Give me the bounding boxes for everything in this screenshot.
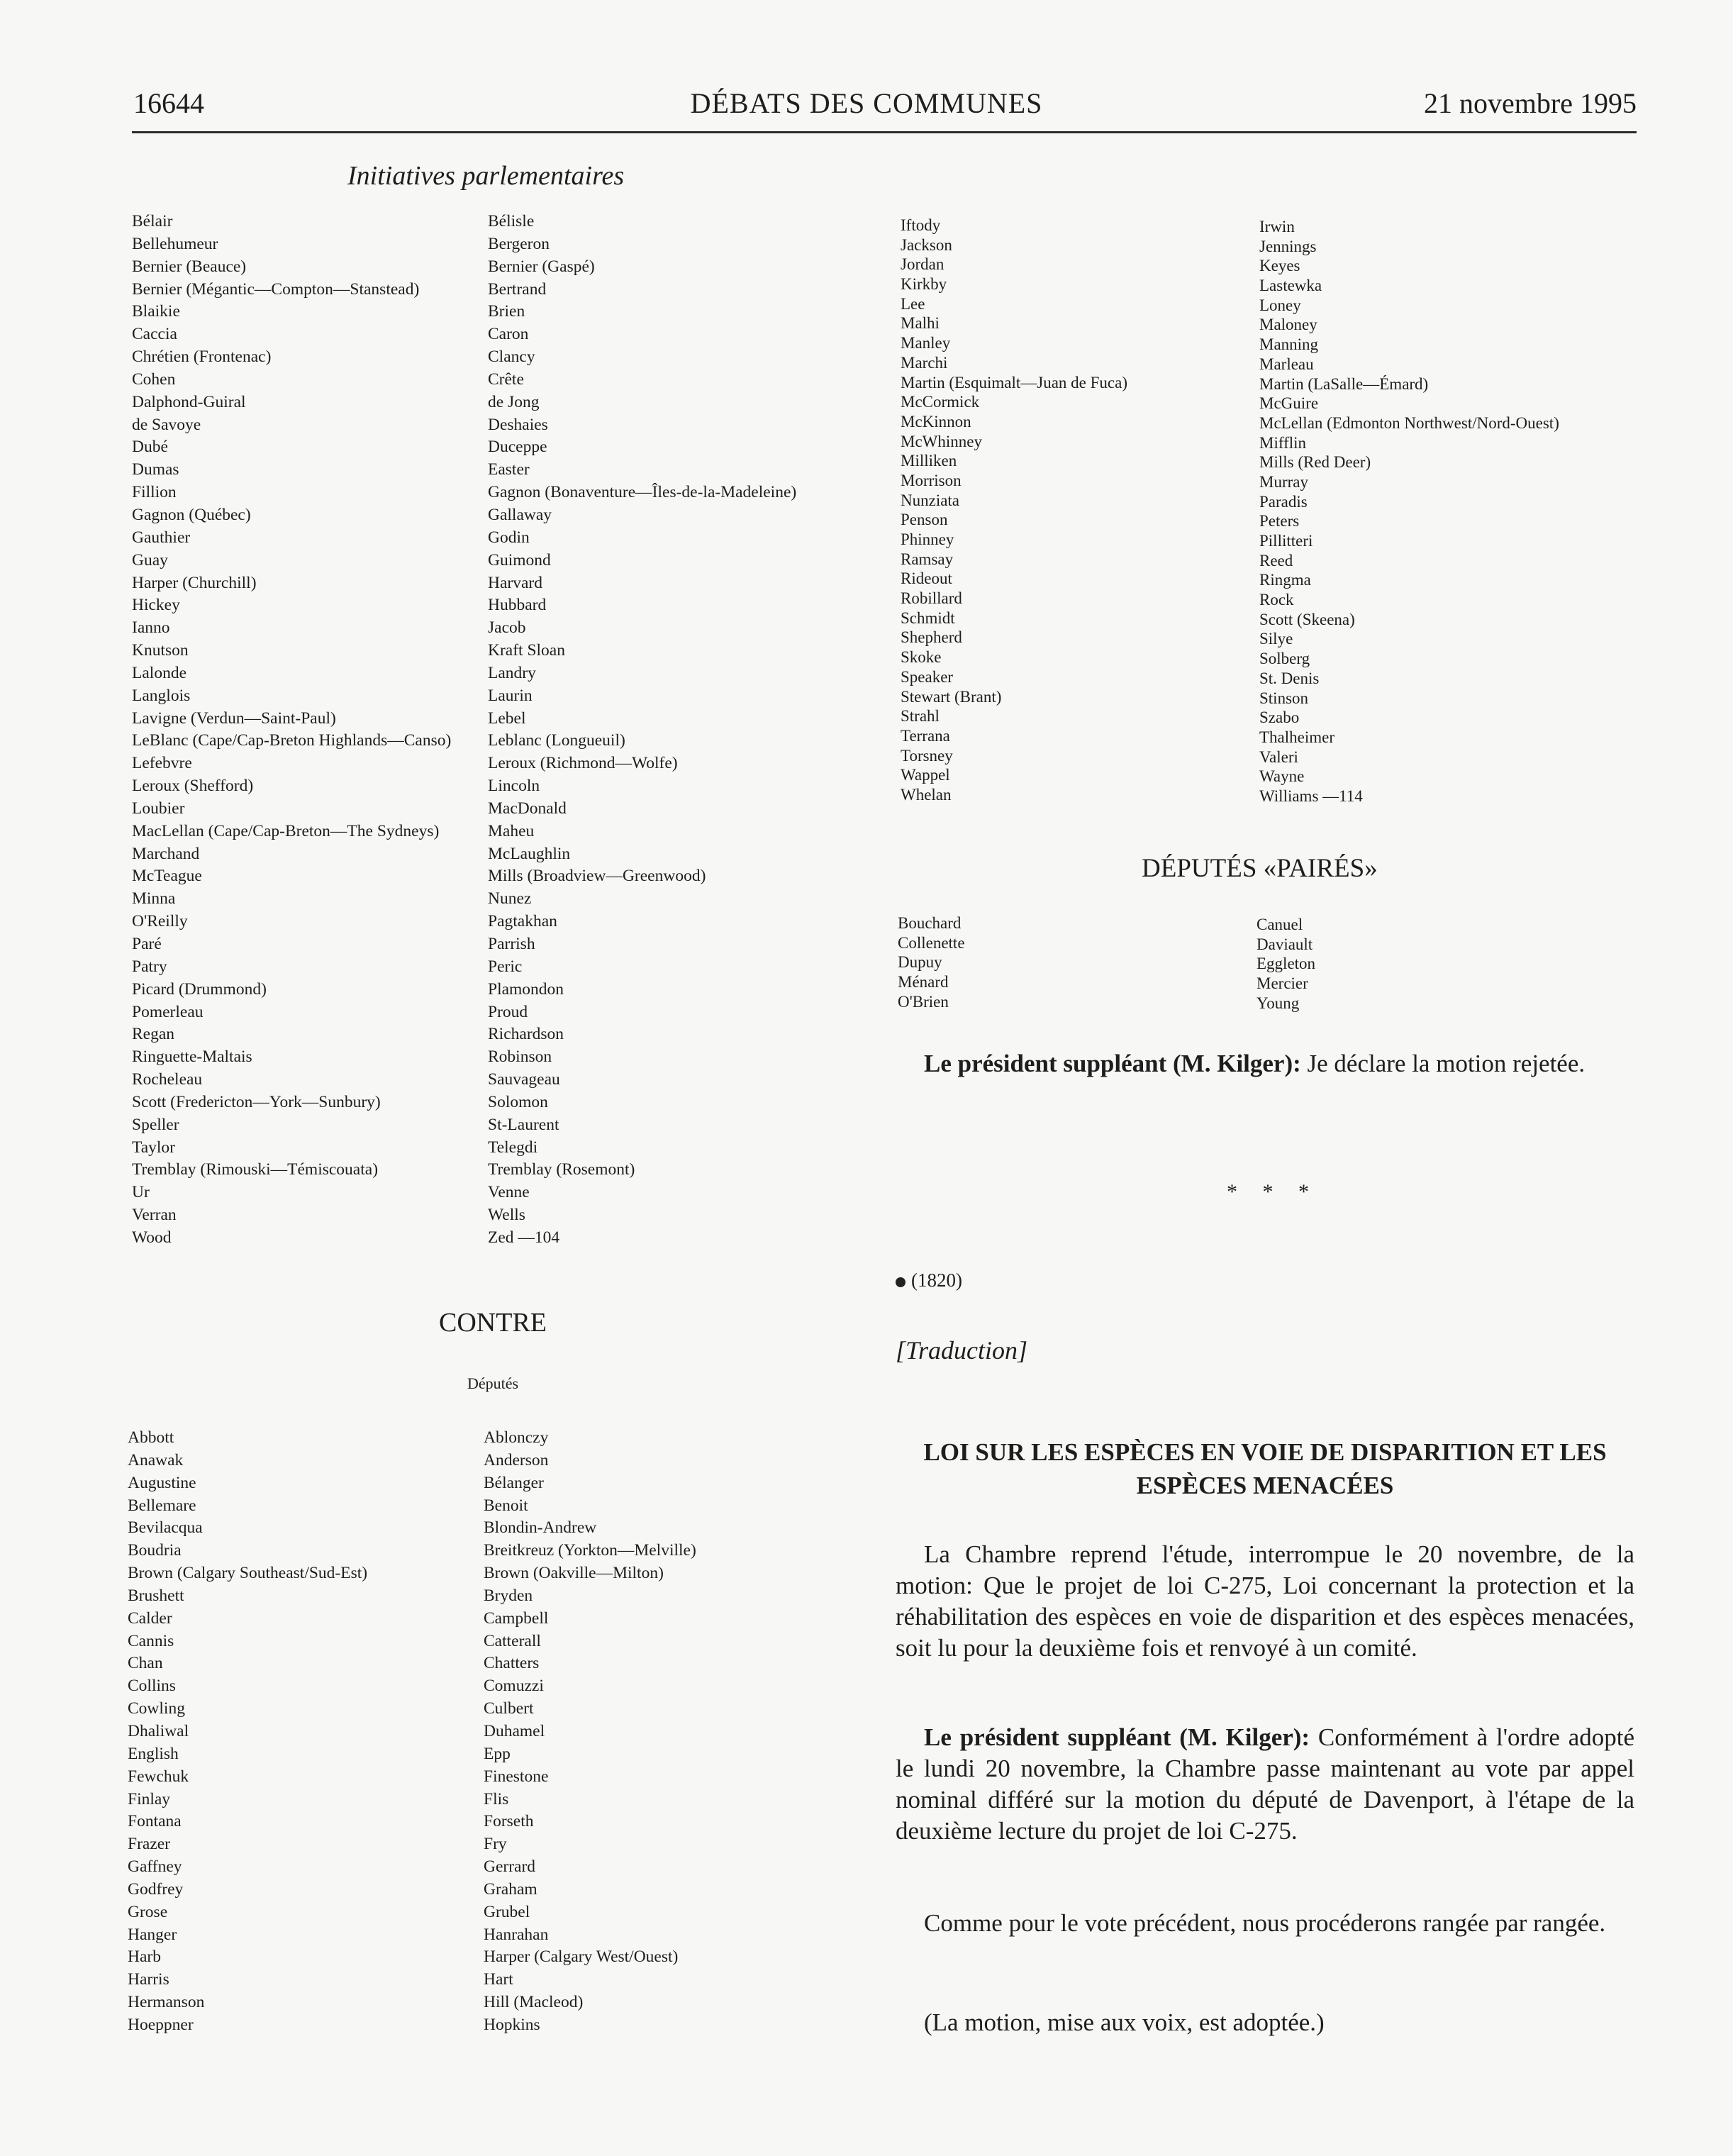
member-name: LeBlanc (Cape/Cap-Breton Highlands—Canso) — [132, 731, 452, 750]
member-name: Venne — [488, 1183, 530, 1202]
member-name: MacDonald — [488, 799, 567, 818]
member-name: Mercier — [1256, 974, 1308, 993]
member-name: Telegdi — [488, 1138, 538, 1157]
member-name: Bertrand — [488, 279, 547, 299]
member-name: Speller — [132, 1115, 179, 1134]
member-name: Hoeppner — [128, 2015, 194, 2034]
traduction-label: [Traduction] — [896, 1336, 1028, 1365]
member-name: McLellan (Edmonton Northwest/Nord-Ouest) — [1259, 413, 1559, 432]
member-name: Schmidt — [901, 609, 955, 627]
member-name: Maloney — [1259, 316, 1317, 334]
member-name: Phinney — [901, 530, 954, 548]
member-name: Augustine — [128, 1473, 196, 1492]
member-name: Easter — [488, 460, 530, 479]
member-name: Mifflin — [1259, 433, 1307, 452]
member-name: Forseth — [484, 1812, 534, 1831]
member-name: Pillitteri — [1259, 532, 1313, 550]
contre-list-col2 — [484, 1427, 696, 2037]
member-name: Epp — [484, 1744, 511, 1763]
member-name: Bellemare — [128, 1496, 196, 1515]
paragraph-row-by-row: Comme pour le vote précédent, nous procéderons rangée par rangée. — [924, 1909, 1606, 1937]
member-name: Hickey — [132, 596, 180, 615]
paires-title: DÉPUTÉS «PAIRÉS» — [1142, 854, 1378, 883]
member-name: Valeri — [1259, 748, 1298, 766]
member-name: Ianno — [132, 618, 170, 638]
member-name: Wells — [488, 1206, 525, 1225]
ruling-text: Je déclare la motion rejetée. — [1307, 1050, 1586, 1077]
member-name: Robinson — [488, 1048, 552, 1067]
member-name: Bouchard — [898, 914, 962, 932]
pour-list-col1 — [132, 211, 451, 1250]
contre-title: CONTRE — [439, 1308, 547, 1338]
member-name: Benoit — [484, 1496, 528, 1515]
member-name: Hill (Macleod) — [484, 1993, 584, 2012]
member-name: Speaker — [901, 667, 954, 686]
member-name: Lebel — [488, 709, 526, 728]
member-name: Scott (Skeena) — [1259, 610, 1355, 628]
member-name: Parrish — [488, 935, 535, 953]
member-name: McTeague — [132, 867, 202, 886]
member-name: Duceppe — [488, 438, 547, 457]
member-name: Kraft Sloan — [488, 641, 565, 660]
member-name: Gallaway — [488, 505, 552, 524]
member-name: Richardson — [488, 1025, 564, 1044]
member-name: Jordan — [901, 255, 944, 274]
section-title: Initiatives parlementaires — [347, 161, 625, 191]
member-name: McKinnon — [901, 412, 971, 430]
member-name: Grose — [128, 1902, 168, 1921]
member-name: Solberg — [1259, 650, 1310, 668]
ruling-speaker: Le président suppléant (M. Kilger): — [924, 1050, 1301, 1077]
member-name: Bélanger — [484, 1473, 544, 1492]
member-name: de Jong — [488, 392, 540, 411]
member-name: Hubbard — [488, 596, 547, 615]
member-name: Dupuy — [898, 953, 942, 972]
contre-list-col1 — [128, 1427, 367, 2037]
member-name: Patry — [132, 957, 167, 976]
member-name: Lincoln — [488, 777, 540, 796]
member-name: Guimond — [488, 550, 551, 569]
member-name: Kirkby — [901, 275, 947, 294]
member-name: Nunziata — [901, 491, 960, 509]
member-name: Bélair — [132, 212, 173, 230]
member-name: Jacob — [488, 618, 526, 638]
member-name: Blondin-Andrew — [484, 1518, 597, 1538]
member-name: Manning — [1259, 335, 1319, 354]
member-name: Ablonczy — [484, 1428, 549, 1447]
member-name: Peters — [1259, 512, 1300, 530]
member-name: Lefebvre — [132, 754, 192, 773]
member-name: Blaikie — [132, 302, 180, 321]
member-name: Collenette — [898, 933, 965, 952]
member-name: Martin (LaSalle—Émard) — [1259, 374, 1429, 393]
member-name: Leblanc (Longueuil) — [488, 731, 625, 750]
member-name: Regan — [132, 1025, 175, 1044]
member-name: de Savoye — [132, 415, 201, 434]
member-name: Catterall — [484, 1631, 541, 1650]
member-name: Paré — [132, 935, 162, 953]
member-name: Canuel — [1256, 916, 1303, 933]
member-name: O'Reilly — [132, 912, 188, 931]
member-name: Cannis — [128, 1631, 174, 1650]
member-name: Bryden — [484, 1586, 533, 1605]
member-name: Torsney — [901, 746, 953, 765]
member-name: Daviault — [1256, 935, 1313, 953]
member-name: Fewchuk — [128, 1767, 189, 1786]
publication-title: DÉBATS DES COMMUNES — [690, 87, 1043, 119]
member-name: McWhinney — [901, 432, 982, 450]
member-name: Proud — [488, 1002, 528, 1021]
member-name: Murray — [1259, 472, 1308, 491]
member-name: McCormick — [901, 393, 980, 411]
member-name: Gagnon (Québec) — [132, 505, 251, 524]
member-name: Culbert — [484, 1699, 534, 1718]
member-name: Martin (Esquimalt—Juan de Fuca) — [901, 373, 1128, 391]
member-name: Godin — [488, 528, 530, 547]
member-name: Ringma — [1259, 571, 1311, 589]
member-name: Jackson — [901, 235, 952, 254]
timestamp-text: (1820) — [911, 1269, 962, 1291]
member-name: Rideout — [901, 569, 952, 588]
paragraph-motion-adopted: (La motion, mise aux voix, est adoptée.) — [924, 2008, 1325, 2036]
member-name: Lavigne (Verdun—Saint-Paul) — [132, 709, 336, 728]
member-name: Loubier — [132, 799, 185, 818]
member-name: O'Brien — [898, 992, 949, 1011]
member-name: Morrison — [901, 471, 962, 489]
member-name: Strahl — [901, 707, 940, 726]
member-name: McLaughlin — [488, 844, 571, 863]
member-name: Crête — [488, 369, 524, 389]
member-name: Landry — [488, 663, 536, 682]
paires-list-col1 — [898, 913, 965, 1011]
member-name: Cowling — [128, 1699, 185, 1718]
member-name: Rocheleau — [132, 1070, 203, 1089]
member-name: Anawak — [128, 1450, 184, 1469]
header-rule — [132, 131, 1637, 133]
member-name: Harris — [128, 1970, 169, 1989]
member-name: Harb — [128, 1947, 161, 1967]
para2-speaker: Le président suppléant (M. Kilger): — [924, 1723, 1310, 1751]
member-name: St. Denis — [1259, 669, 1320, 687]
member-name: Clancy — [488, 348, 535, 367]
member-name: Duhamel — [484, 1721, 545, 1740]
member-name: Ramsay — [901, 550, 954, 568]
member-name: Loney — [1259, 296, 1301, 314]
member-name: Collins — [128, 1677, 176, 1696]
pour-list-col4 — [1259, 217, 1559, 806]
member-name: Bernier (Gaspé) — [488, 257, 595, 276]
member-name: Pagtakhan — [488, 912, 557, 931]
member-name: Finlay — [128, 1789, 171, 1808]
member-name: Jennings — [1259, 237, 1317, 255]
member-name: Szabo — [1259, 709, 1300, 727]
member-name: Graham — [484, 1879, 537, 1899]
member-name: Anderson — [484, 1450, 549, 1469]
member-name: Dalphond-Guiral — [132, 392, 246, 411]
member-name: Terrana — [901, 726, 950, 745]
member-name: Scott (Fredericton—York—Sunbury) — [132, 1092, 381, 1111]
member-name: Chatters — [484, 1654, 540, 1673]
member-name: Wayne — [1259, 767, 1305, 786]
member-name: Harvard — [488, 573, 542, 592]
member-name: Dumas — [132, 460, 179, 479]
member-name: Iftody — [901, 216, 941, 234]
pour-list-col2 — [488, 211, 796, 1250]
member-name: Ur — [132, 1183, 150, 1202]
member-name: Hermanson — [128, 1993, 205, 2012]
member-name: Bélisle — [488, 212, 535, 230]
member-name: Maheu — [488, 821, 535, 840]
member-name: Harper (Calgary West/Ouest) — [484, 1947, 679, 1967]
member-name: Irwin — [1259, 218, 1295, 235]
ruling-paragraph — [896, 1048, 1634, 1079]
member-name: Whelan — [901, 785, 952, 804]
member-name: Knutson — [132, 641, 189, 660]
member-name: Langlois — [132, 686, 191, 705]
member-name: Boudria — [128, 1541, 182, 1560]
member-name: St-Laurent — [488, 1115, 559, 1134]
section-separator: * * * — [1227, 1180, 1319, 1204]
member-name: Zed —104 — [488, 1228, 560, 1247]
member-name: Ringuette-Maltais — [132, 1048, 252, 1067]
member-name: Picard (Drummond) — [132, 979, 267, 999]
member-name: Bellehumeur — [132, 234, 218, 253]
member-name: Abbott — [128, 1428, 174, 1447]
paires-list-col2 — [1256, 915, 1315, 1013]
member-name: Paradis — [1259, 492, 1308, 511]
member-name: Mills (Red Deer) — [1259, 453, 1371, 472]
member-name: Bernier (Mégantic—Compton—Stanstead) — [132, 279, 420, 299]
bill-title: LOI SUR LES ESPÈCES EN VOIE DE DISPARITION ET LES ESPÈCES MENACÉES — [923, 1438, 1607, 1499]
member-name: Young — [1256, 994, 1300, 1012]
contre-subtitle: Députés — [467, 1374, 519, 1392]
member-name: Nunez — [488, 889, 532, 908]
timestamp — [896, 1269, 962, 1291]
paragraph-vote-order — [896, 1722, 1634, 1847]
member-name: English — [128, 1744, 179, 1763]
member-name: Williams —114 — [1259, 787, 1363, 805]
member-name: Frazer — [128, 1835, 171, 1854]
member-name: Hanger — [128, 1925, 177, 1944]
member-name: Stewart (Brant) — [901, 687, 1002, 706]
member-name: Lee — [901, 294, 925, 313]
publication-date: 21 novembre 1995 — [1424, 87, 1637, 119]
member-name: Sauvageau — [488, 1070, 560, 1089]
member-name: Milliken — [901, 452, 957, 470]
member-name: Plamondon — [488, 979, 564, 999]
member-name: Bernier (Beauce) — [132, 257, 247, 276]
member-name: Thalheimer — [1259, 728, 1335, 746]
member-name: Dubé — [132, 438, 168, 457]
member-name: Reed — [1259, 551, 1293, 569]
member-name: Gagnon (Bonaventure—Îles-de-la-Madeleine) — [488, 483, 797, 502]
member-name: Wappel — [901, 766, 950, 784]
pour-list-col3 — [901, 216, 1127, 805]
member-name: Marchand — [132, 844, 200, 863]
member-name: Brushett — [128, 1586, 184, 1605]
member-name: Pomerleau — [132, 1002, 204, 1021]
member-name: Laurin — [488, 686, 533, 705]
member-name: Manley — [901, 334, 951, 352]
bullet-icon — [896, 1277, 905, 1287]
member-name: Harper (Churchill) — [132, 573, 257, 592]
member-name: Fillion — [132, 483, 177, 502]
member-name: Brown (Calgary Southeast/Sud-Est) — [128, 1564, 368, 1583]
member-name: Mills (Broadview—Greenwood) — [488, 867, 706, 886]
member-name: MacLellan (Cape/Cap-Breton—The Sydneys) — [132, 821, 440, 840]
page-number: 16644 — [133, 87, 204, 119]
member-name: Fontana — [128, 1812, 182, 1831]
member-name: Marchi — [901, 353, 948, 372]
member-name: Eggleton — [1256, 955, 1316, 973]
member-name: Skoke — [901, 648, 942, 667]
member-name: Leroux (Shefford) — [132, 777, 254, 796]
member-name: Chan — [128, 1654, 163, 1673]
member-name: Shepherd — [901, 628, 962, 647]
member-name: Lalonde — [132, 663, 186, 682]
member-name: Leroux (Richmond—Wolfe) — [488, 754, 678, 773]
member-name: McGuire — [1259, 394, 1319, 413]
member-name: Taylor — [132, 1138, 175, 1157]
member-name: Godfrey — [128, 1879, 184, 1899]
member-name: Keyes — [1259, 257, 1300, 275]
member-name: Bergeron — [488, 234, 550, 253]
member-name: Cohen — [132, 369, 176, 389]
member-name: Hanrahan — [484, 1925, 549, 1944]
member-name: Ménard — [898, 973, 949, 991]
member-name: Guay — [132, 550, 168, 569]
member-name: Lastewka — [1259, 277, 1322, 295]
member-name: Verran — [132, 1206, 177, 1225]
member-name: Caccia — [132, 325, 177, 344]
member-name: Bevilacqua — [128, 1518, 203, 1538]
member-name: Deshaies — [488, 415, 548, 434]
para2-text: Conformément à l'ordre adopté le lundi 20 novembre, la Chambre passe maintenant au vote par appel nominal différé sur la motion du député de Davenport, à l'étape de la deuxième lecture du projet de loi C-275. — [896, 1723, 1634, 1845]
member-name: Flis — [484, 1789, 509, 1808]
member-name: Robillard — [901, 589, 962, 608]
member-name: Calder — [128, 1608, 172, 1628]
member-name: Gerrard — [484, 1857, 536, 1877]
member-name: Tremblay (Rosemont) — [488, 1160, 635, 1179]
member-name: Gauthier — [132, 528, 191, 547]
member-name: Hopkins — [484, 2015, 540, 2034]
member-name: Comuzzi — [484, 1677, 544, 1696]
member-name: Caron — [488, 325, 529, 344]
member-name: Tremblay (Rimouski—Témiscouata) — [132, 1160, 379, 1179]
member-name: Solomon — [488, 1092, 548, 1111]
member-name: Campbell — [484, 1608, 549, 1628]
paragraph-resume: La Chambre reprend l'étude, interrompue le 20 novembre, de la motion: Que le projet de loi C-275, Loi concernant la protection et la réhabilitation des espèces en voie de disparition et des espèces menacées, soit lu pour la deuxième fois et renvoyé à un comité. — [896, 1540, 1634, 1662]
member-name: Brown (Oakville—Milton) — [484, 1564, 664, 1583]
member-name: Rock — [1259, 591, 1294, 609]
member-name: Minna — [132, 889, 176, 908]
member-name: Chrétien (Frontenac) — [132, 348, 272, 367]
member-name: Finestone — [484, 1767, 549, 1786]
member-name: Penson — [901, 511, 948, 529]
member-name: Gaffney — [128, 1857, 182, 1877]
member-name: Dhaliwal — [128, 1721, 189, 1740]
member-name: Hart — [484, 1970, 513, 1989]
member-name: Stinson — [1259, 689, 1309, 707]
member-name: Wood — [132, 1228, 172, 1247]
member-name: Breitkreuz (Yorkton—Melville) — [484, 1541, 696, 1560]
member-name: Malhi — [901, 314, 940, 333]
member-name: Brien — [488, 302, 525, 321]
member-name: Marleau — [1259, 355, 1314, 373]
member-name: Peric — [488, 957, 523, 976]
member-name: Grubel — [484, 1902, 530, 1921]
member-name: Silye — [1259, 630, 1293, 648]
member-name: Fry — [484, 1835, 507, 1854]
